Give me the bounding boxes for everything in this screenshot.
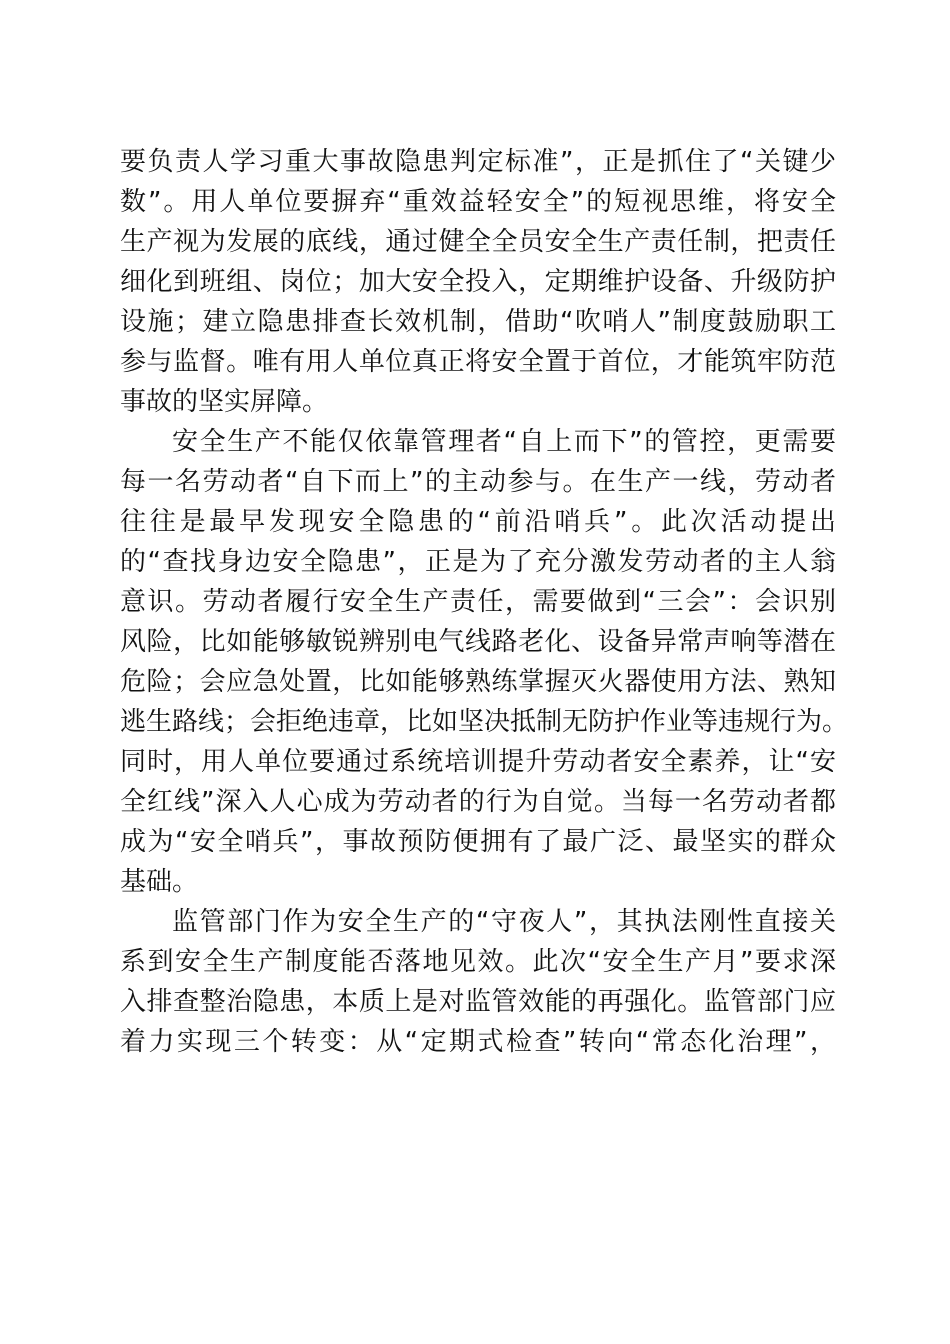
text-line: 风险，比如能够敏锐辨别电气线路老化、设备异常声响等潜在 [120, 627, 836, 657]
text-line: 事故的坚实屏障。 [120, 387, 329, 417]
paragraph-1 [120, 142, 836, 422]
text-line: 的“查找身边安全隐患”，正是为了充分激发劳动者的主人翁 [120, 547, 836, 577]
text-line: 同时，用人单位要通过系统培训提升劳动者安全素养，让“安 [120, 747, 836, 777]
text-line: 要负责人学习重大事故隐患判定标准”，正是抓住了“关键少 [120, 147, 836, 177]
text-line: 每一名劳动者“自下而上”的主动参与。在生产一线，劳动者 [120, 467, 836, 497]
text-line: 监管部门作为安全生产的“守夜人”，其执法刚性直接关 [172, 907, 836, 937]
text-line: 安全生产不能仅依靠管理者“自上而下”的管控，更需要 [172, 427, 836, 457]
text-line: 细化到班组、岗位；加大安全投入，定期维护设备、升级防护 [120, 267, 836, 297]
text-line: 生产视为发展的底线，通过健全全员安全生产责任制，把责任 [120, 227, 836, 257]
text-line: 全红线”深入人心成为劳动者的行为自觉。当每一名劳动者都 [120, 787, 836, 817]
text-line: 成为“安全哨兵”，事故预防便拥有了最广泛、最坚实的群众 [120, 827, 836, 857]
text-line: 参与监督。唯有用人单位真正将安全置于首位，才能筑牢防范 [120, 347, 836, 377]
text-line: 意识。劳动者履行安全生产责任，需要做到“三会”：会识别 [120, 587, 836, 617]
paragraph-2 [120, 422, 849, 902]
paragraph-3 [120, 902, 836, 1062]
text-line: 往往是最早发现安全隐患的“前沿哨兵”。此次活动提出 [120, 507, 836, 537]
text-line: 设施；建立隐患排查长效机制，借助“吹哨人”制度鼓励职工 [120, 307, 836, 337]
document-body [120, 142, 849, 1062]
text-line: 数”。用人单位要摒弃“重效益轻安全”的短视思维，将安全 [120, 187, 836, 217]
text-line: 逃生路线；会拒绝违章，比如坚决抵制无防护作业等违规行为。 [120, 707, 849, 737]
text-line: 危险；会应急处置，比如能够熟练掌握灭火器使用方法、熟知 [120, 667, 836, 697]
text-line: 着力实现三个转变：从“定期式检查”转向“常态化治理”， [120, 1027, 836, 1057]
text-line: 入排查整治隐患，本质上是对监管效能的再强化。监管部门应 [120, 987, 836, 1017]
text-line: 基础。 [120, 867, 199, 897]
text-line: 系到安全生产制度能否落地见效。此次“安全生产月”要求深 [120, 947, 836, 977]
